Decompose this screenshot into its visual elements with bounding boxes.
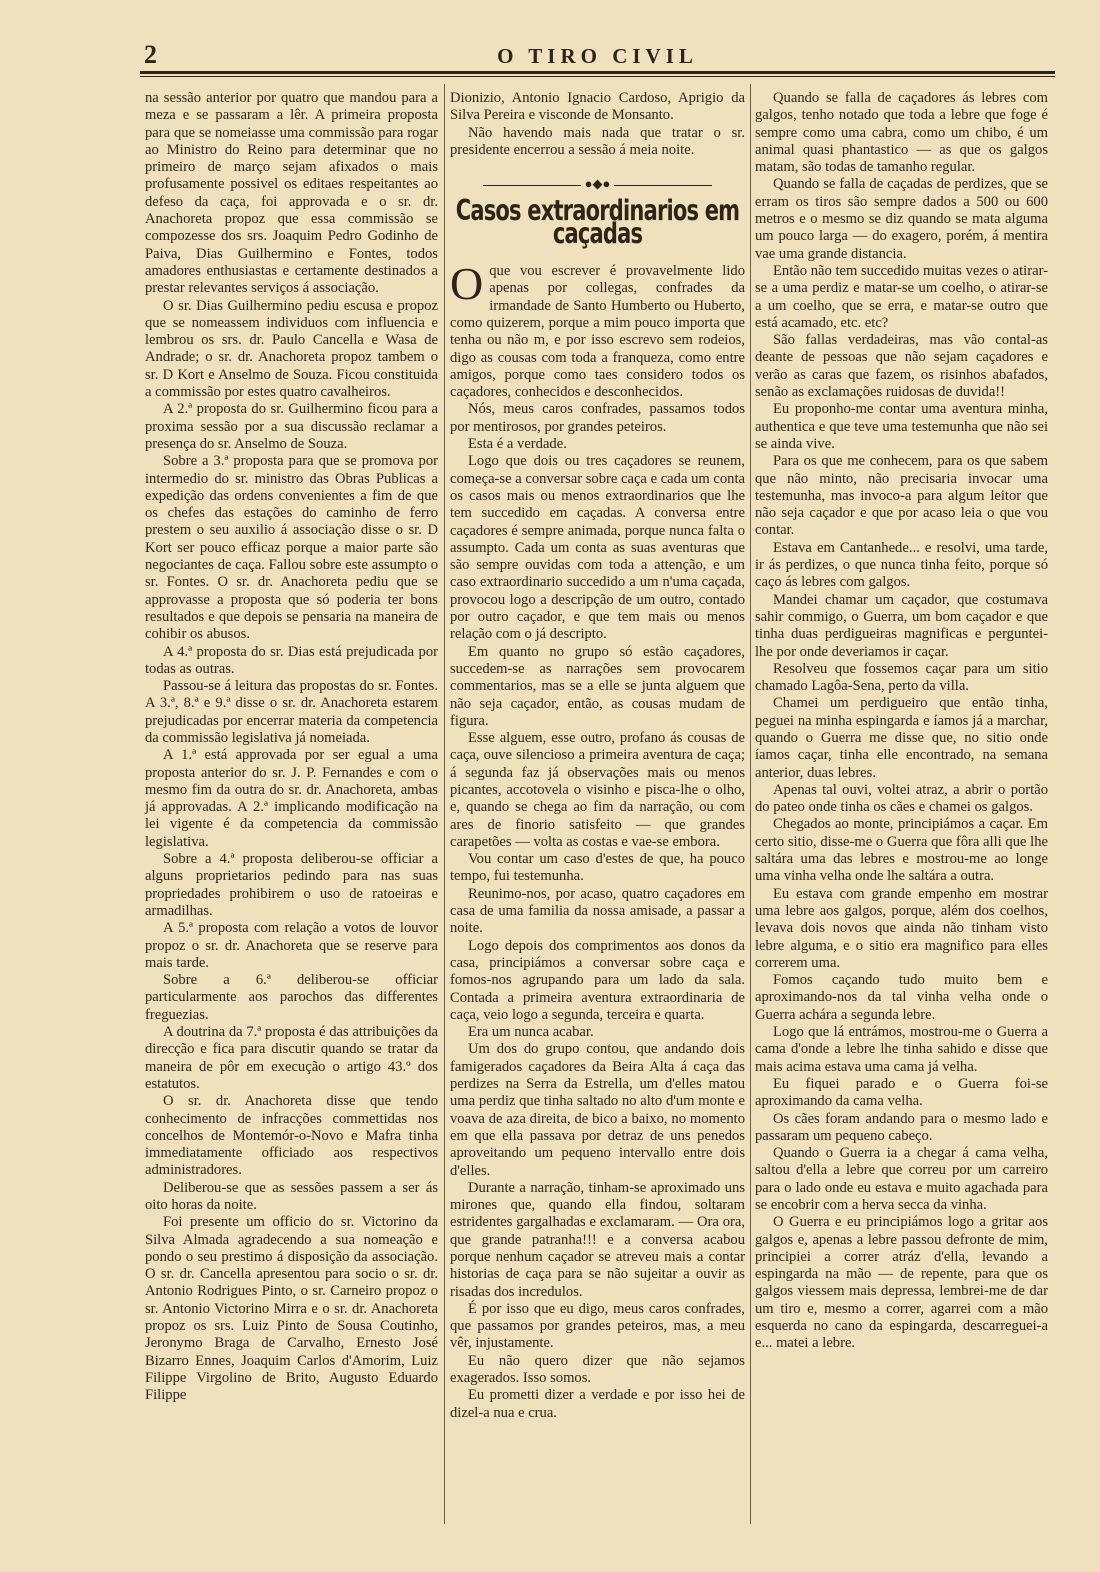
paragraph: Resolveu que fossemos caçar para um sitio chamado Lagôa-Sena, perto da villa. [755,660,1048,695]
ornament-rule [614,185,712,186]
column-2 [450,90,745,1422]
paragraph: Um dos do grupo contou, que andando dois famigerados caçadores da Beira Alta á caça das perdizes na Serra da Estrella, um d'elles matou uma perdiz que tinha saltado no alto d'um monte e voava de aza direita, de bico a baixo, no momento em que ella passava por detraz de uns penedos aproveitando um pequeno intervallo entre dois d'elles. [450,1041,745,1179]
paragraph: Chamei um perdigueiro que então tinha, peguei na minha espingarda e íamos já a marchar, quando o Guerra me disse que, no sitio onde íamos caçar, tinha elle encontrado, na semana anterior, duas lebres. [755,695,1048,781]
paragraph: O sr. Dias Guilhermino pediu escusa e propoz que se nomeassem individuos com influencia e lembrou os srs. dr. Paulo Cancella e Wasa de Andrade; o sr. dr. Anachoreta propoz tambem o sr. D Kort e Anselmo de Souza. Ficou constituida a commissão por estes quatro cavalheiros. [145,297,438,401]
ornament-glyph: ●◆● [584,176,611,192]
paragraph: Eu prometti dizer a verdade e por isso hei de dizel-a nua e crua. [450,1387,745,1421]
paragraph: O Guerra e eu principiámos logo a gritar aos galgos e, apenas a lebre passou defronte de mim, principiei a correr atráz d'ella, levando a espingarda na mão — de repente, para que os galgos viessem mais depressa, lembrei-me de dar um tiro e, mesmo a correr, agarrei com a mão esquerda no cano da espingarda, descarreguei-a e... matei a lebre. [755,1214,1048,1352]
paragraph-text: que vou escrever é provavelmente lido apenas por collegas, confrades da irmandade de Santo Humberto ou Huberto, como quizerem, porque a mim pouco importa que tenha ou não m, e por isso escrevo sem rodeios, digo as cousas com toda a franqueza, como entre amigos, porque como taes considero todos os caçadores, conhecidos e desconhecidos. [450,263,745,401]
paragraph: Deliberou-se que as sessões passem a ser ás oito horas da noite. [145,1179,438,1213]
header-rule [140,71,1055,74]
page-number: 2 [144,40,157,69]
paragraph: Em quanto no grupo só estão caçadores, succedem-se as narrações sem provocarem commentarios, mas se a elle se junta alguem que não seja caçador, então, as cousas mudam de figura. [450,643,745,729]
paragraph: Não havendo mais nada que tratar o sr. presidente encerrou a sessão á meia noite. [450,124,745,158]
paragraph: São fallas verdadeiras, mas vão contal-as deante de pessoas que não sejam caçadores e verão as caras que fazem, os risinhos abafados, senão as exclamações ruidosas de duvida!! [755,332,1048,401]
paragraph: Foi presente um officio do sr. Victorino da Silva Almada agradecendo a sua nomeação e pondo o seu prestimo á disposição da associação. O sr. dr. Cancella apresentou para socio o sr. dr. Antonio Rodrigues Pinto, o sr. Carneiro propoz o sr. Antonio Victorino Mirra e o sr. dr. Anachoreta propoz os srs. Luiz Pinto de Sousa Coutinho, Jeronymo Braga de Carvalho, Ernesto José Bizarro Ennes, Joaquim Carlos d'Amorim, Luiz Filippe Virgolino de Brito, Augusto Eduardo Filippe [145,1214,438,1404]
newspaper-title: O TIRO CIVIL [497,44,698,68]
paragraph: Dionizio, Antonio Ignacio Cardoso, Aprigio da Silva Pereira e visconde de Monsanto. [450,90,745,124]
paragraph: Quando se falla de caçadores ás lebres com galgos, tenho notado que toda a lebre que foge é sempre como uma cabra, como um chibo, é um animal quasi phantastico — as que os galgos matam, são todas de tamanho regular. [755,90,1048,176]
paragraph: Logo que lá entrámos, mostrou-me o Guerra a cama d'onde a lebre lhe tinha sahido e disse que mais acima estava uma cama já velha. [755,1024,1048,1075]
paragraph: Estava em Cantanhede... e resolvi, uma tarde, ir ás perdizes, o que nunca tinha feito, porque só caço ás lebres com galgos. [755,539,1048,591]
paragraph: Era um nunca acabar. [468,1024,594,1041]
paragraph: Eu fiquei parado e o Guerra foi-se aproximando da cama velha. [755,1075,1048,1110]
section-ornament [450,175,745,192]
column-divider [444,84,445,1524]
paragraph: Sobre a 3.ª proposta para que se promova por intermedio do sr. ministro das Obras Publicas a expedição das ordens convenientes a fim de que os chefes das estações do caminho de ferro prestem o seu auxilio á associação disse o sr. D Kort ser pouco efficaz porque a maior parte são negociantes de caça. Fallou sobre este assumpto o sr. Fontes. O sr. dr. Anachoreta pediu que se approvasse a proposta que só poderia ter bons resultados e que depois se pensaria na maneira de cohibir os abusos. [145,453,438,643]
column-3 [755,90,1048,1353]
paragraph: O sr. dr. Anachoreta disse que tendo conhecimento de infracções commettidas nos concelhos de Montemór-o-Novo e Mafra tinha immediatamente officiado aos respectivos administradores. [145,1093,438,1179]
paragraph: Chegados ao monte, principiámos a caçar. Em certo sitio, disse-me o Guerra que fôra alli que lhe saltára uma das lebres e mostrou-me ao longe uma vinha velha onde lhe saltára a outra. [755,816,1048,885]
page-header [140,40,1055,80]
paragraph: Eu não quero dizer que não sejamos exagerados. Isso somos. [450,1352,745,1387]
paragraph: Logo que dois ou tres caçadores se reunem, começa-se a conversar sobre caça e cada um conta os casos mais ou menos extraordinarios que lhe tem succedido em caçadas. A conversa entre caçadores é sempre animada, porque nunca falta o assumpto. Cada um conta as suas aventuras que são sempre ouvidas com toda a attenção, e um caso extraordinario succedido a um n'uma caçada, provocou logo a descripção de um outro, contado por outro caçador, e que tem mais ou menos relação com o já descripto. [450,453,745,643]
paragraph: Apenas tal ouvi, voltei atraz, a abrir o portão do pateo onde tinha os cães e chamei os galgos. [755,781,1048,816]
paragraph: Reunimo-nos, por acaso, quatro caçadores em casa de uma familia da nossa amisade, a passar a noite. [450,885,745,937]
paragraph: Sobre a 4.ª proposta deliberou-se officiar a alguns proprietarios pedindo para nas suas propriedades prohibirem o uso de ratoeiras e armadilhas. [145,851,438,919]
paragraph: Então não tem succedido muitas vezes o atirar-se a uma perdiz e matar-se um coelho, o atirar-se a um coelho, que se erra, e matar-se outro que está acamado, etc. etc? [755,262,1048,331]
ornament-rule [483,185,581,186]
paragraph: A 4.ª proposta do sr. Dias está prejudicada por todas as outras. [145,643,438,677]
paragraph: A 2.ª proposta do sr. Guilhermino ficou para a proxima sessão por a sua discussão reclamar a presença do sr. Anselmo de Souza. [145,401,438,452]
paragraph: Quando o Guerra ia a chegar á cama velha, saltou d'ella a lebre que correu por um carreiro para o lado onde eu estava e muito agachada para se encobrir com a herva secca da vinha. [755,1145,1048,1213]
paragraph: A 1.ª está approvada por ser egual a uma proposta anterior do sr. J. P. Fernandes e com o mesmo fim da outra do sr. dr. Anachoreta, ambas já approvadas. A 2.ª implicando modificação na lei vigente é da competencia da commissão legislativa. [145,747,438,850]
paragraph: Os cães foram andando para o mesmo lado e passaram um pequeno cabeço. [755,1110,1048,1144]
paragraph: Esta é a verdade. [468,436,567,453]
paragraph: Sobre a 6.ª deliberou-se officiar particularmente aos parochos das differentes freguezias. [145,972,438,1023]
paragraph: na sessão anterior por quatro que mandou para a meza e se passaram a lêr. A primeira proposta para que se nomeiasse uma commissão para rogar ao Ministro do Reino para determinar que no primeiro de março sejam afixados o mais profusamente possivel os editaes respeitantes ao defeso da caça, foi approvada e o sr. dr. Anachoreta propoz que essa commissão se compozesse dos srs. Joaquim Pedro Godinho de Paiva, Dias Guilhermino e Fontes, todos amadores enthusiastas e certamente destinados a prestar relevantes serviços á associação. [145,90,438,297]
paragraph: Para os que me conhecem, para os que sabem que não minto, não precisaria invocar uma testemunha, mas invoco-a para algum leitor que não seja caçador e que por acaso leia o que vou contar. [755,453,1048,539]
column-divider [750,84,751,1524]
article-first-paragraph [450,258,745,401]
paragraph: Durante a narração, tinham-se aproximado uns mirones que, quando ella findou, soltaram estridentes gargalhadas e exclamaram. — Ora ora, que grande patranha!!! e a conversa acabou porque nenhum caçador se atreveu mais a contar historias de caça para se não sujeitar a ouvir as risadas dos incredulos. [450,1179,745,1300]
paragraph: Eu proponho-me contar uma aventura minha, authentica e que teve uma testemunha que não sei se ainda vive. [755,401,1048,452]
paragraph: É por isso que eu digo, meus caros confrades, que passamos por grandes peteiros, mas, a meu vêr, injustamente. [450,1300,745,1352]
paragraph: A 5.ª proposta com relação a votos de louvor propoz o sr. dr. Anachoreta que se reserve para mais tarde. [145,920,438,971]
article-title: Casos extraordinarios em caçadas [455,195,740,251]
paragraph: Vou contar um caso d'estes de que, ha pouco tempo, fui testemunha. [450,851,745,885]
drop-cap: O [450,258,484,310]
header-rule-thin [140,76,1055,77]
column-1 [145,90,438,1405]
paragraph: Esse alguem, esse outro, profano ás cousas de caça, ouve silencioso a primeira aventura de caça; á segunda faz já observações mais ou menos picantes, accotovela o visinho e pisca-lhe o olho, e, quando se chega ao fim da narração, ou com ares de finorio satisfeito — que grandes carapetões — volta as costas e vae-se embora. [450,730,745,850]
paragraph: Fomos caçando tudo muito bem e aproximando-nos da tal vinha velha onde o Guerra achára a segunda lebre. [755,972,1048,1023]
paragraph: Mandei chamar um caçador, que costumava sahir commigo, o Guerra, um bom caçador e que tinha duas perdigueiras magnificas e perguntei-lhe por onde deveriamos ir caçar. [755,591,1048,660]
paragraph: A doutrina da 7.ª proposta é das attribuições da direcção e fica para discutir quando se tratar da maneira de pôr em execução o artigo 43.º dos estatutos. [145,1024,438,1092]
paragraph: Nós, meus caros confrades, passamos todos por mentirosos, por grandes peteiros. [450,401,745,435]
paragraph: Logo depois dos comprimentos aos donos da casa, principiámos a conversar sobre caça e fomos-nos agrupando para um lado da sala. Contada a primeira aventura extraordinaria de caça, veio logo a segunda, terceira e quarta. [450,937,745,1023]
paragraph: Quando se falla de caçadas de perdizes, que se erram os tiros são sempre dados a 500 ou 600 metros e o mesmo se diz quando se mata alguma um pouco larga — do exagero, porém, á mentira vae uma grande distancia. [755,176,1048,262]
paragraph: Eu estava com grande empenho em mostrar uma lebre aos galgos, porque, além dos coelhos, levava dois novos que ainda não tinham visto lebre alguma, e o sitio era magnifico para elles correrem uma. [755,885,1048,971]
paragraph: Passou-se á leitura das propostas do sr. Fontes. A 3.ª, 8.ª e 9.ª disse o sr. dr. Anachoreta estarem prejudicadas por encerrar materia da competencia da commissão legislativa já nomeiada. [145,678,438,746]
